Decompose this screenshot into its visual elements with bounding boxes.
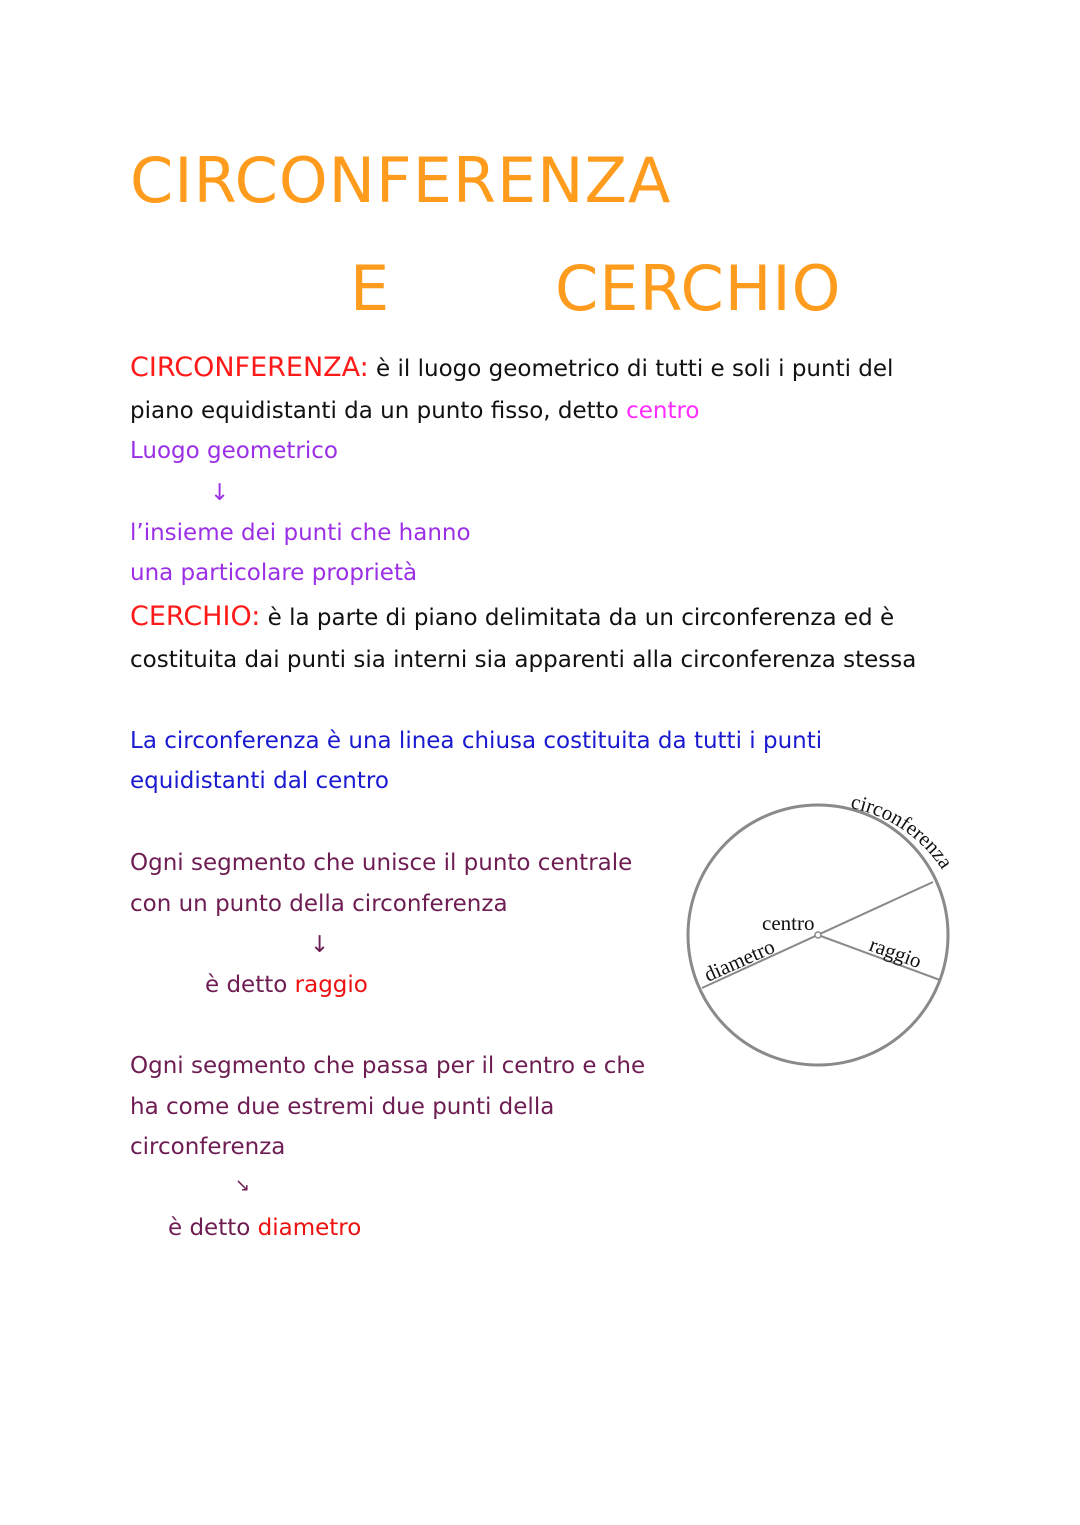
title-cerchio: CERCHIO bbox=[555, 252, 842, 325]
label-centro: centro bbox=[762, 911, 815, 935]
text: è il luogo geometrico di tutti e soli i punti del bbox=[368, 356, 894, 382]
title-e: E bbox=[350, 252, 391, 325]
luogo-line2: una particolare proprietà bbox=[130, 560, 418, 586]
arrow-diagonal-icon: ↘ bbox=[235, 1175, 251, 1196]
arrow-down-icon: ↓ bbox=[310, 932, 330, 958]
linea-line1: La circonferenza è una linea chiusa costituita da tutti i punti bbox=[130, 728, 823, 754]
term-centro: centro bbox=[626, 398, 700, 424]
arrow-down-icon: ↓ bbox=[210, 480, 230, 506]
text: è detto bbox=[205, 972, 295, 998]
text: è la parte di piano delimitata da un circonferenza ed è bbox=[260, 605, 895, 631]
center-point bbox=[815, 932, 821, 938]
term-diametro: diametro bbox=[257, 1215, 362, 1241]
luogo-label: Luogo geometrico bbox=[130, 438, 338, 464]
term-cerchio: CERCHIO: bbox=[130, 601, 261, 632]
diametro-line3: circonferenza bbox=[130, 1134, 286, 1160]
diametro-line1: Ogni segmento che passa per il centro e che bbox=[130, 1053, 646, 1079]
text: è detto bbox=[168, 1215, 258, 1241]
luogo-line1: l’insieme dei punti che hanno bbox=[130, 520, 471, 546]
text: piano equidistanti da un punto fisso, detto bbox=[130, 398, 627, 424]
term-raggio: raggio bbox=[294, 972, 368, 998]
label-circonferenza-text: circonferenza bbox=[848, 789, 959, 873]
raggio-line2: con un punto della circonferenza bbox=[130, 891, 508, 917]
label-diametro: diametro bbox=[700, 934, 779, 987]
term-circonferenza: CIRCONFERENZA: bbox=[130, 352, 369, 383]
title-line1: CIRCONFERENZA bbox=[130, 144, 672, 217]
label-circonferenza bbox=[849, 789, 959, 873]
diametro-line2: ha come due estremi due punti della bbox=[130, 1094, 555, 1120]
linea-line2: equidistanti dal centro bbox=[130, 768, 389, 794]
label-raggio: raggio bbox=[866, 932, 925, 974]
def-cerchio-line2: costituita dai punti sia interni sia apparenti alla circonferenza stessa bbox=[130, 647, 917, 673]
raggio-line1: Ogni segmento che unisce il punto centrale bbox=[130, 850, 633, 876]
